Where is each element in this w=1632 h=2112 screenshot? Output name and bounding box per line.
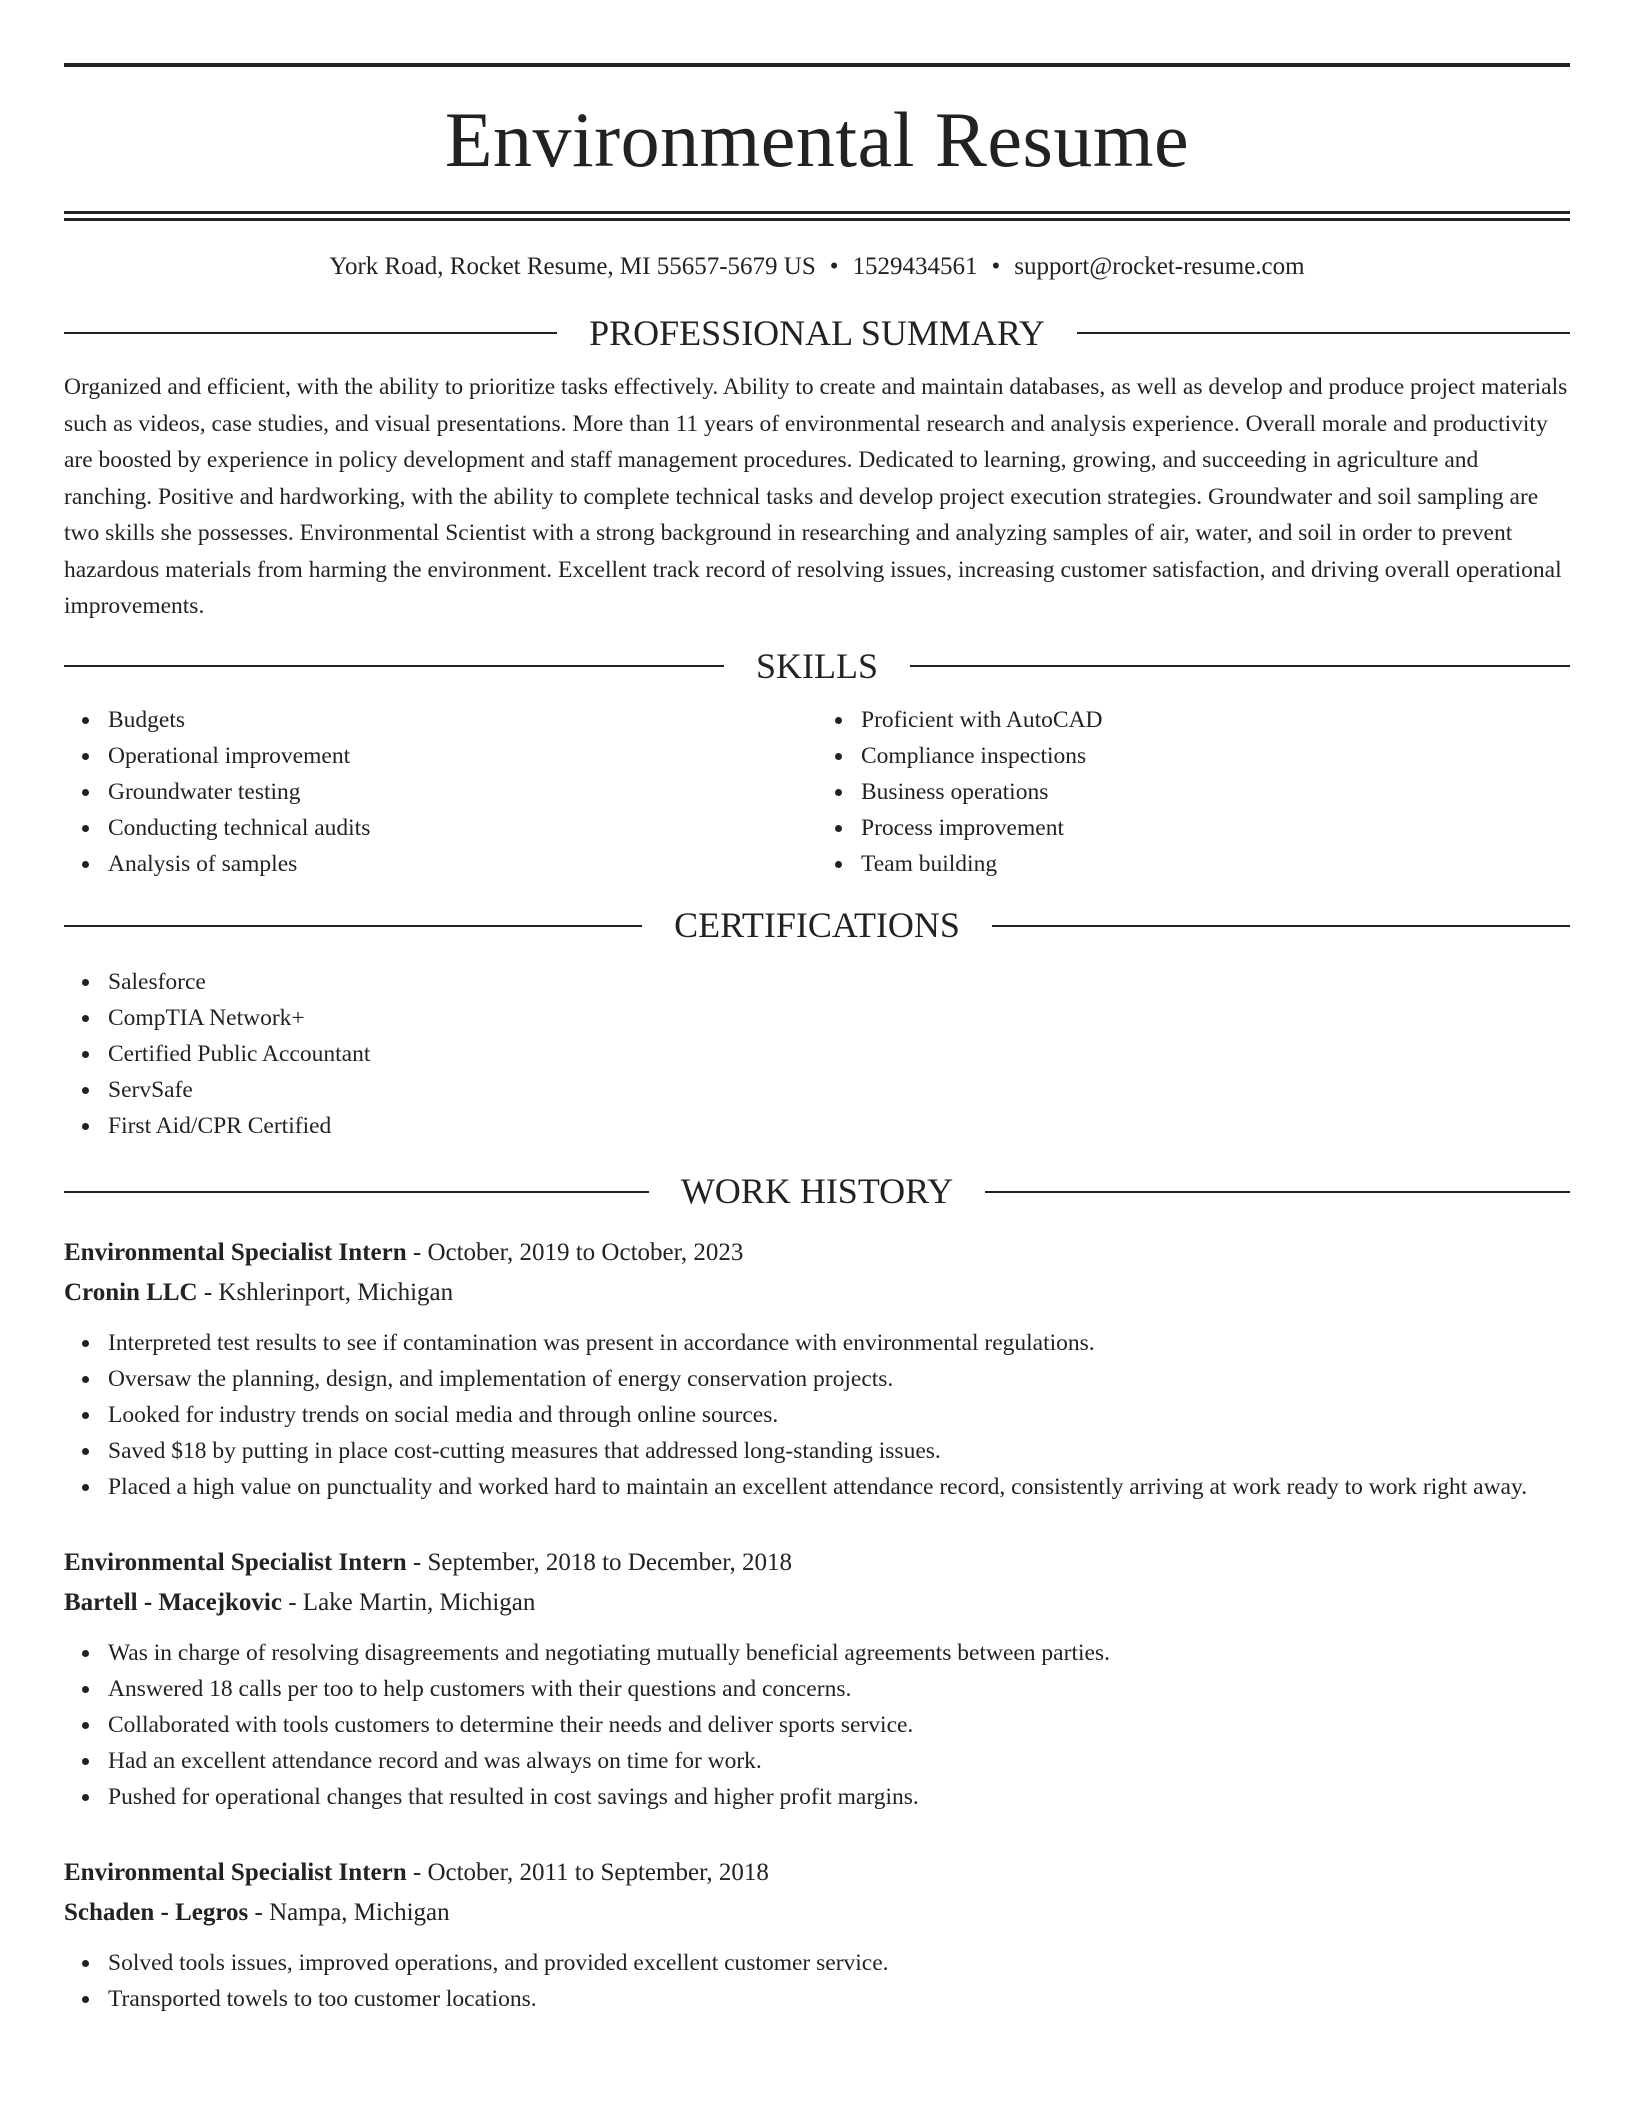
- contact-address: York Road, Rocket Resume, MI 55657-5679 US: [329, 253, 816, 280]
- certification-item: Certified Public Accountant: [108, 1036, 1570, 1072]
- job-duty-item: Was in charge of resolving disagreements and negotiating mutually beneficial agreements between parties.: [108, 1635, 1570, 1671]
- job-duty-item: Solved tools issues, improved operations, and provided excellent customer service.: [108, 1945, 1570, 1981]
- job-dates: - September, 2018 to December, 2018: [406, 1549, 793, 1577]
- skills-heading-label: SKILLS: [756, 645, 879, 686]
- job-location: - Kshlerinport, Michigan: [197, 1279, 454, 1307]
- job-company-line: [64, 1583, 1570, 1623]
- header-top-rule: [64, 63, 1570, 67]
- job-duties-list: [64, 1635, 1570, 1815]
- job-title-line: [64, 1233, 1570, 1273]
- job-duty-item: Had an excellent attendance record and was always on time for work.: [108, 1743, 1570, 1779]
- job-title-line: [64, 1543, 1570, 1583]
- job-duty-item: Pushed for operational changes that resulted in cost savings and higher profit margins.: [108, 1779, 1570, 1815]
- job-entry: [64, 1233, 1570, 1505]
- work-history-section-heading: [64, 1172, 1570, 1212]
- job-entry: [64, 1543, 1570, 1815]
- job-duty-item: Saved $18 by putting in place cost-cutting measures that addressed long-standing issues.: [108, 1433, 1570, 1469]
- job-company-line: [64, 1893, 1570, 1933]
- skills-section-heading: [64, 647, 1570, 687]
- summary-heading-label: PROFESSIONAL SUMMARY: [589, 312, 1045, 353]
- summary-section-heading: [64, 314, 1570, 354]
- certification-item: CompTIA Network+: [108, 1000, 1570, 1036]
- certifications-heading-label: CERTIFICATIONS: [674, 905, 960, 946]
- skills-column-right: [817, 702, 1570, 882]
- job-duty-item: Interpreted test results to see if contamination was present in accordance with environmental regulations.: [108, 1325, 1570, 1361]
- job-location: - Nampa, Michigan: [248, 1899, 450, 1927]
- job-title: Environmental Specialist Intern: [64, 1859, 407, 1887]
- job-entry: [64, 1853, 1570, 2017]
- skill-item: Analysis of samples: [108, 846, 817, 882]
- job-location: - Lake Martin, Michigan: [281, 1589, 536, 1617]
- heading-rule-right: [985, 1191, 1570, 1193]
- certification-item: ServSafe: [108, 1072, 1570, 1108]
- certifications-list: [64, 964, 1570, 1144]
- summary-text: Organized and efficient, with the ability to prioritize tasks effectively. Ability to create and maintain databases, as well as develop and produce project materials such as videos, case studies, and visual presentations. More than 11 years of environmental research and analysis experience. Overall morale and productivity are boosted by experience in policy development and staff management procedures. Dedicated to learning, growing, and succeeding in agriculture and ranching. Positive and hardworking, with the ability to complete technical tasks and develop project execution strategies. Groundwater and soil sampling are two skills she possesses. Environmental Scientist with a strong background in researching and analyzing samples of air, water, and soil in order to prevent hazardous materials from harming the environment. Excellent track record of resolving issues, increasing customer satisfaction, and driving overall operational improvements.: [64, 374, 1568, 620]
- resume-title: Environmental Resume: [444, 96, 1190, 183]
- skill-item: Groundwater testing: [108, 774, 817, 810]
- job-duties-list: [64, 1325, 1570, 1505]
- skills-list-right: [817, 702, 1570, 882]
- contact-email: support@rocket-resume.com: [1014, 253, 1305, 280]
- heading-rule-left: [64, 332, 557, 334]
- contact-separator: •: [991, 253, 1001, 280]
- job-company: Cronin LLC: [64, 1279, 198, 1307]
- job-duties-list: [64, 1945, 1570, 2017]
- job-duty-item: Answered 18 calls per too to help customers with their questions and concerns.: [108, 1671, 1570, 1707]
- job-company-line: [64, 1273, 1570, 1313]
- heading-rule-right: [910, 665, 1570, 667]
- job-title: Environmental Specialist Intern: [64, 1239, 407, 1267]
- certifications-section-heading: [64, 906, 1570, 946]
- heading-rule-left: [64, 1191, 649, 1193]
- heading-rule-left: [64, 925, 642, 927]
- skill-item: Compliance inspections: [861, 738, 1570, 774]
- skills-list-left: [64, 702, 817, 882]
- skill-item: Proficient with AutoCAD: [861, 702, 1570, 738]
- skill-item: Conducting technical audits: [108, 810, 817, 846]
- heading-rule-left: [64, 665, 724, 667]
- certification-item: First Aid/CPR Certified: [108, 1108, 1570, 1144]
- skill-item: Process improvement: [861, 810, 1570, 846]
- skill-item: Team building: [861, 846, 1570, 882]
- job-title-line: [64, 1853, 1570, 1893]
- heading-rule-right: [1077, 332, 1570, 334]
- work-history-heading-label: WORK HISTORY: [680, 1170, 954, 1211]
- job-dates: - October, 2011 to September, 2018: [406, 1859, 769, 1887]
- job-dates: - October, 2019 to October, 2023: [406, 1239, 744, 1267]
- contact-separator: •: [829, 253, 839, 280]
- job-company: Bartell - Macejkovic: [64, 1589, 282, 1617]
- header-double-rule: [64, 211, 1570, 221]
- skill-item: Business operations: [861, 774, 1570, 810]
- job-duty-item: Transported towels to too customer locations.: [108, 1981, 1570, 2017]
- job-company: Schaden - Legros: [64, 1899, 249, 1927]
- job-duty-item: Oversaw the planning, design, and implementation of energy conservation projects.: [108, 1361, 1570, 1397]
- skills-grid: [64, 702, 1570, 882]
- skill-item: Budgets: [108, 702, 817, 738]
- heading-rule-right: [992, 925, 1570, 927]
- job-title: Environmental Specialist Intern: [64, 1549, 407, 1577]
- contact-phone: 1529434561: [852, 253, 978, 280]
- certification-item: Salesforce: [108, 964, 1570, 1000]
- contact-line: [64, 251, 1570, 284]
- skill-item: Operational improvement: [108, 738, 817, 774]
- job-duty-item: Collaborated with tools customers to determine their needs and deliver sports service.: [108, 1707, 1570, 1743]
- resume-content: [64, 0, 1570, 2017]
- job-duty-item: Placed a high value on punctuality and worked hard to maintain an excellent attendance record, consistently arriving at work ready to work right away.: [108, 1469, 1570, 1505]
- job-duty-item: Looked for industry trends on social media and through online sources.: [108, 1397, 1570, 1433]
- skills-column-left: [64, 702, 817, 882]
